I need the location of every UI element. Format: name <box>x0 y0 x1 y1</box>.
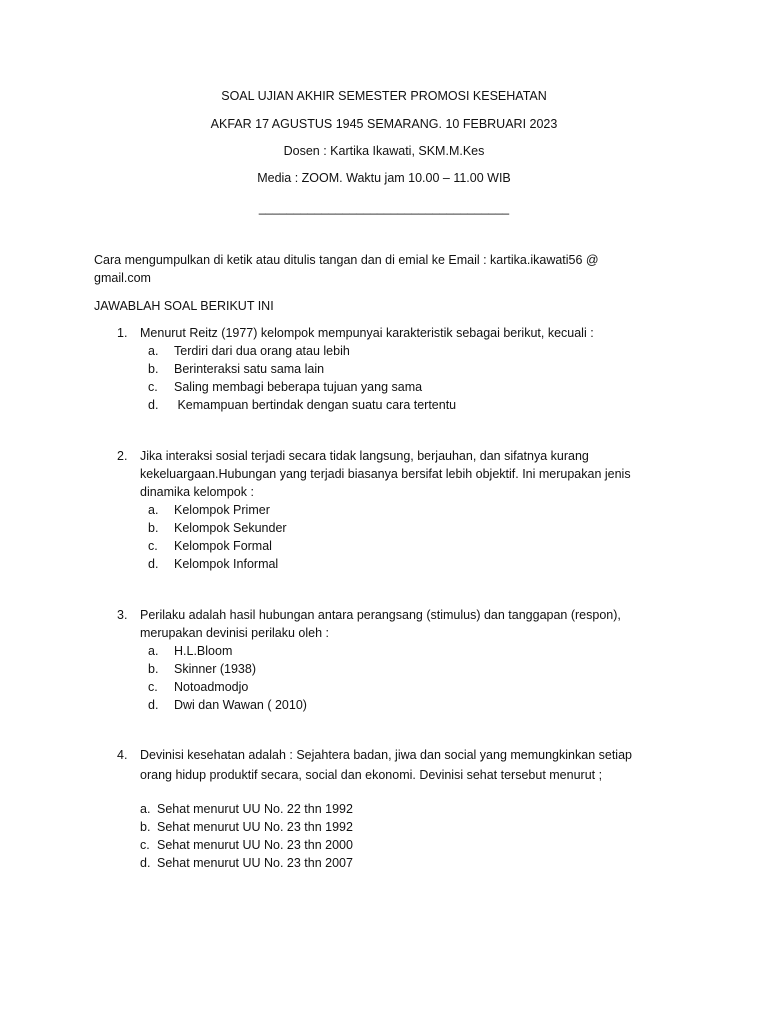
option-letter: c. <box>148 680 158 694</box>
question-number: 2. <box>117 449 128 463</box>
question-text: Devinisi kesehatan adalah : Sejahtera badan, jiwa dan social yang memungkinkan setiap <box>140 748 632 762</box>
option-letter: a. <box>148 644 159 658</box>
lecturer-line: Dosen : Kartika Ikawati, SKM.M.Kes <box>283 144 485 158</box>
option-text: Kelompok Informal <box>174 557 279 571</box>
option-letter: c. <box>148 380 158 394</box>
option-text: Dwi dan Wawan ( 2010) <box>174 698 307 712</box>
question-number: 1. <box>117 326 128 340</box>
option-text: Kelompok Formal <box>174 539 272 553</box>
option-letter: d. <box>148 398 159 412</box>
option-text: Saling membagi beberapa tujuan yang sama <box>174 380 423 394</box>
question-text: kekeluargaan.Hubungan yang terjadi biasanya bersifat lebih objektif. Ini merupakan jenis <box>140 467 631 481</box>
instructions-line-1: Cara mengumpulkan di ketik atau ditulis tangan dan di emial ke Email : kartika.ikawati56 @ <box>94 253 599 267</box>
question-text: Jika interaksi sosial terjadi secara tidak langsung, berjauhan, dan sifatnya kurang <box>140 449 589 463</box>
option-letter: a. <box>148 344 159 358</box>
option-letter: b. <box>148 521 159 535</box>
option-text: Sehat menurut UU No. 22 thn 1992 <box>157 802 353 816</box>
option-text: Kelompok Primer <box>174 503 270 517</box>
option-text: Notoadmodjo <box>174 680 249 694</box>
option-text: Sehat menurut UU No. 23 thn 2000 <box>157 838 353 852</box>
option-letter: c. <box>148 539 158 553</box>
option-letter: a. <box>148 503 159 517</box>
option-letter: d. <box>148 557 159 571</box>
option-text: Kelompok Sekunder <box>174 521 287 535</box>
exam-title: SOAL UJIAN AKHIR SEMESTER PROMOSI KESEHATAN <box>221 89 547 103</box>
option-letter: b. <box>140 820 151 834</box>
option-text: Sehat menurut UU No. 23 thn 2007 <box>157 856 353 870</box>
media-time-line: Media : ZOOM. Waktu jam 10.00 – 11.00 WIB <box>257 171 511 185</box>
separator-rule: ____________________________________ <box>258 201 510 215</box>
section-heading: JAWABLAH SOAL BERIKUT INI <box>94 299 274 313</box>
option-letter: a. <box>140 802 151 816</box>
question-text: Perilaku adalah hasil hubungan antara perangsang (stimulus) dan tanggapan (respon), <box>140 608 621 622</box>
option-letter: d. <box>148 698 159 712</box>
question-text: Menurut Reitz (1977) kelompok mempunyai karakteristik sebagai berikut, kecuali : <box>140 326 594 340</box>
option-letter: d. <box>140 856 151 870</box>
question-text: dinamika kelompok : <box>140 485 254 499</box>
option-letter: c. <box>140 838 150 852</box>
question-text: merupakan devinisi perilaku oleh : <box>140 626 329 640</box>
option-letter: b. <box>148 362 159 376</box>
question-number: 3. <box>117 608 128 622</box>
option-text: Kemampuan bertindak dengan suatu cara tertentu <box>174 398 457 412</box>
option-text: Berinteraksi satu sama lain <box>174 362 325 376</box>
question-text: orang hidup produktif secara, social dan ekonomi. Devinisi sehat tersebut menurut ; <box>140 768 603 782</box>
question-number: 4. <box>117 748 128 762</box>
option-letter: b. <box>148 662 159 676</box>
option-text: Sehat menurut UU No. 23 thn 1992 <box>157 820 353 834</box>
option-text: Terdiri dari dua orang atau lebih <box>174 344 350 358</box>
instructions-line-2: gmail.com <box>94 271 151 285</box>
option-text: Skinner (1938) <box>174 662 256 676</box>
option-text: H.L.Bloom <box>174 644 233 658</box>
institution-date: AKFAR 17 AGUSTUS 1945 SEMARANG. 10 FEBRUARI 2023 <box>210 117 558 131</box>
